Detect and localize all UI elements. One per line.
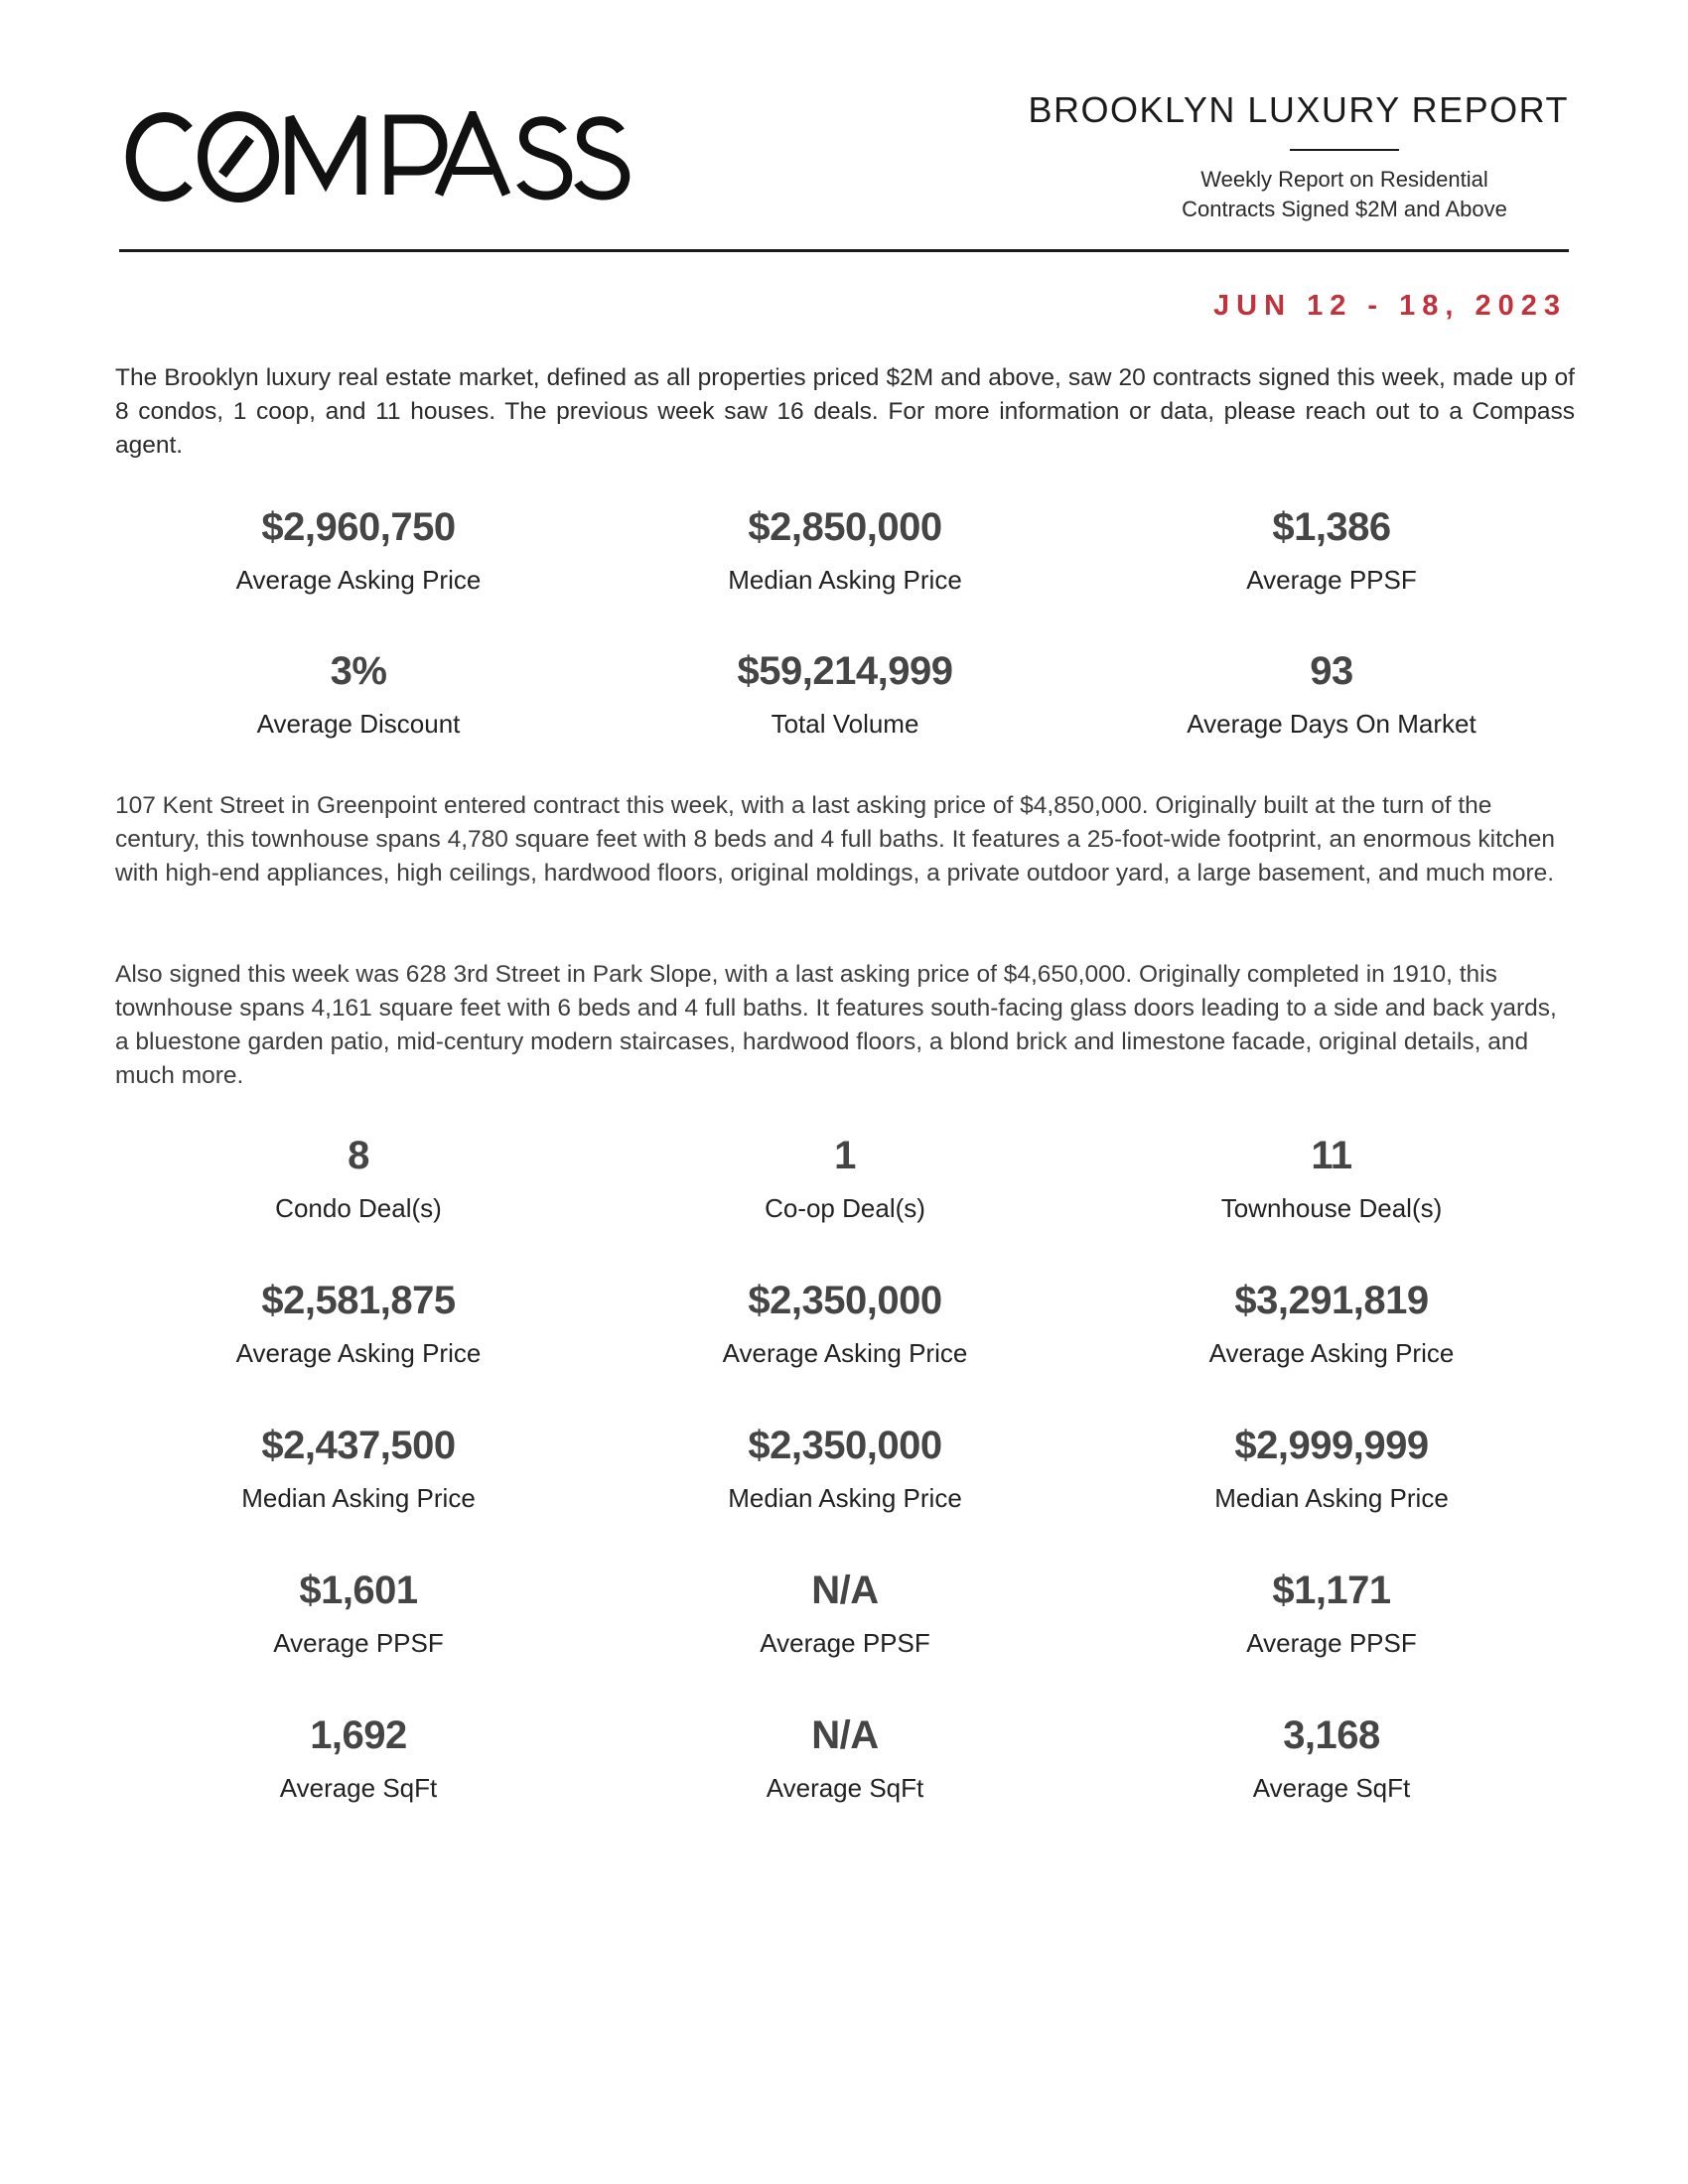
coop-median-asking-price [602, 1420, 1088, 1535]
stat-average-asking-price [115, 501, 602, 616]
overall-stats-grid [115, 501, 1575, 760]
stat-label: Average Days On Market [1187, 709, 1477, 739]
stat-value: $2,850,000 [748, 505, 942, 549]
property-type-stats-grid [115, 1130, 1575, 1825]
stat-value: 1 [834, 1134, 856, 1177]
stat-value: $1,171 [1272, 1569, 1391, 1612]
stat-value: 93 [1310, 649, 1353, 693]
condo-median-asking-price [115, 1420, 602, 1535]
compass-logo-icon [119, 111, 740, 203]
stat-average-ppsf [1088, 501, 1575, 616]
stat-value: $2,350,000 [748, 1424, 942, 1467]
report-header [119, 0, 1569, 253]
townhouse-deals [1088, 1130, 1575, 1245]
stat-label: Average SqFt [1252, 1773, 1411, 1803]
report-subtitle-line-1: Weekly Report on Residential [1200, 167, 1488, 192]
townhouse-average-ppsf [1088, 1565, 1575, 1680]
stat-value: 1,692 [310, 1713, 407, 1757]
header-divider [119, 249, 1569, 252]
stat-label: Average SqFt [279, 1773, 438, 1803]
stat-label: Condo Deal(s) [275, 1193, 442, 1223]
stat-value: $1,386 [1272, 505, 1391, 549]
stat-value: $2,581,875 [261, 1279, 456, 1322]
townhouse-average-sqft [1088, 1709, 1575, 1825]
stat-label: Average PPSF [273, 1628, 444, 1658]
coop-average-ppsf [602, 1565, 1088, 1680]
stat-label: Median Asking Price [728, 565, 962, 595]
stat-label: Townhouse Deal(s) [1220, 1193, 1443, 1223]
condo-average-ppsf [115, 1565, 602, 1680]
stat-label: Median Asking Price [1214, 1483, 1449, 1513]
date-range: JUN 12 - 18, 2023 [1213, 290, 1567, 322]
stat-value: 8 [348, 1134, 369, 1177]
stat-label: Average Asking Price [722, 1338, 968, 1368]
stat-label: Average Discount [256, 709, 461, 739]
stat-label: Co-op Deal(s) [765, 1193, 925, 1223]
coop-average-sqft [602, 1709, 1088, 1825]
highlight-paragraph-kent-street: 107 Kent Street in Greenpoint entered contract this week, with a last asking price of $4,850,000. Originally built at the turn of the century, this townhouse spans 4,780 square feet with 8 beds and 4 full baths. It features a 25-foot-wide footprint, an enormous kitchen with high-end appliances, high ceilings, hardwood floors, original moldings, a private outdoor yard, a large basement, and much more. [115, 792, 1555, 887]
stat-label: Average Asking Price [1208, 1338, 1455, 1368]
stat-value: N/A [811, 1713, 879, 1757]
stat-value: 11 [1311, 1134, 1352, 1177]
stat-label: Average Asking Price [235, 565, 482, 595]
stat-label: Average SqFt [766, 1773, 924, 1803]
intro-paragraph: The Brooklyn luxury real estate market, defined as all properties priced $2M and above, saw 20 contracts signed this week, made up of 8 condos, 1 coop, and 11 houses. The previous week saw 16 deals. For more information or data, please reach out to a Compass agent. [115, 364, 1575, 459]
highlight-paragraph-3rd-street: Also signed this week was 628 3rd Street in Park Slope, with a last asking price of $4,650,000. Originally completed in 1910, this townhouse spans 4,161 square feet with 6 beds and 4 full baths. It features south-facing glass doors leading to a side and back yards, a bluestone garden patio, mid-century modern staircases, hardwood floors, a blond brick and limestone facade, original details, and much more. [115, 961, 1557, 1089]
condo-average-sqft [115, 1709, 602, 1825]
stat-label: Average Asking Price [235, 1338, 482, 1368]
stat-label: Median Asking Price [241, 1483, 476, 1513]
stat-average-discount [115, 645, 602, 760]
condo-average-asking-price [115, 1275, 602, 1390]
stat-value: $2,960,750 [261, 505, 456, 549]
stat-label: Average PPSF [1246, 1628, 1417, 1658]
report-title-block [1013, 87, 1569, 224]
stat-value: N/A [811, 1569, 879, 1612]
condo-deals [115, 1130, 602, 1245]
stat-value: 3,168 [1283, 1713, 1380, 1757]
stat-median-asking-price [602, 501, 1088, 616]
stat-label: Average PPSF [760, 1628, 930, 1658]
stat-value: $2,437,500 [261, 1424, 456, 1467]
coop-average-asking-price [602, 1275, 1088, 1390]
townhouse-average-asking-price [1088, 1275, 1575, 1390]
stat-value: $2,350,000 [748, 1279, 942, 1322]
stat-label: Median Asking Price [728, 1483, 962, 1513]
report-subtitle-line-2: Contracts Signed $2M and Above [1182, 197, 1507, 221]
report-subtitle [1066, 165, 1622, 224]
stat-value: $2,999,999 [1234, 1424, 1429, 1467]
stat-value: $3,291,819 [1234, 1279, 1429, 1322]
stat-label: Total Volume [771, 709, 919, 739]
stat-label: Average PPSF [1246, 565, 1417, 595]
stat-value: 3% [330, 649, 387, 693]
compass-logo [119, 111, 740, 203]
coop-deals [602, 1130, 1088, 1245]
title-divider [1290, 149, 1399, 151]
stat-value: $1,601 [299, 1569, 418, 1612]
stat-average-days-on-market [1088, 645, 1575, 760]
report-title: BROOKLYN LUXURY REPORT [1028, 89, 1569, 130]
townhouse-median-asking-price [1088, 1420, 1575, 1535]
stat-value: $59,214,999 [737, 649, 953, 693]
stat-total-volume [602, 645, 1088, 760]
